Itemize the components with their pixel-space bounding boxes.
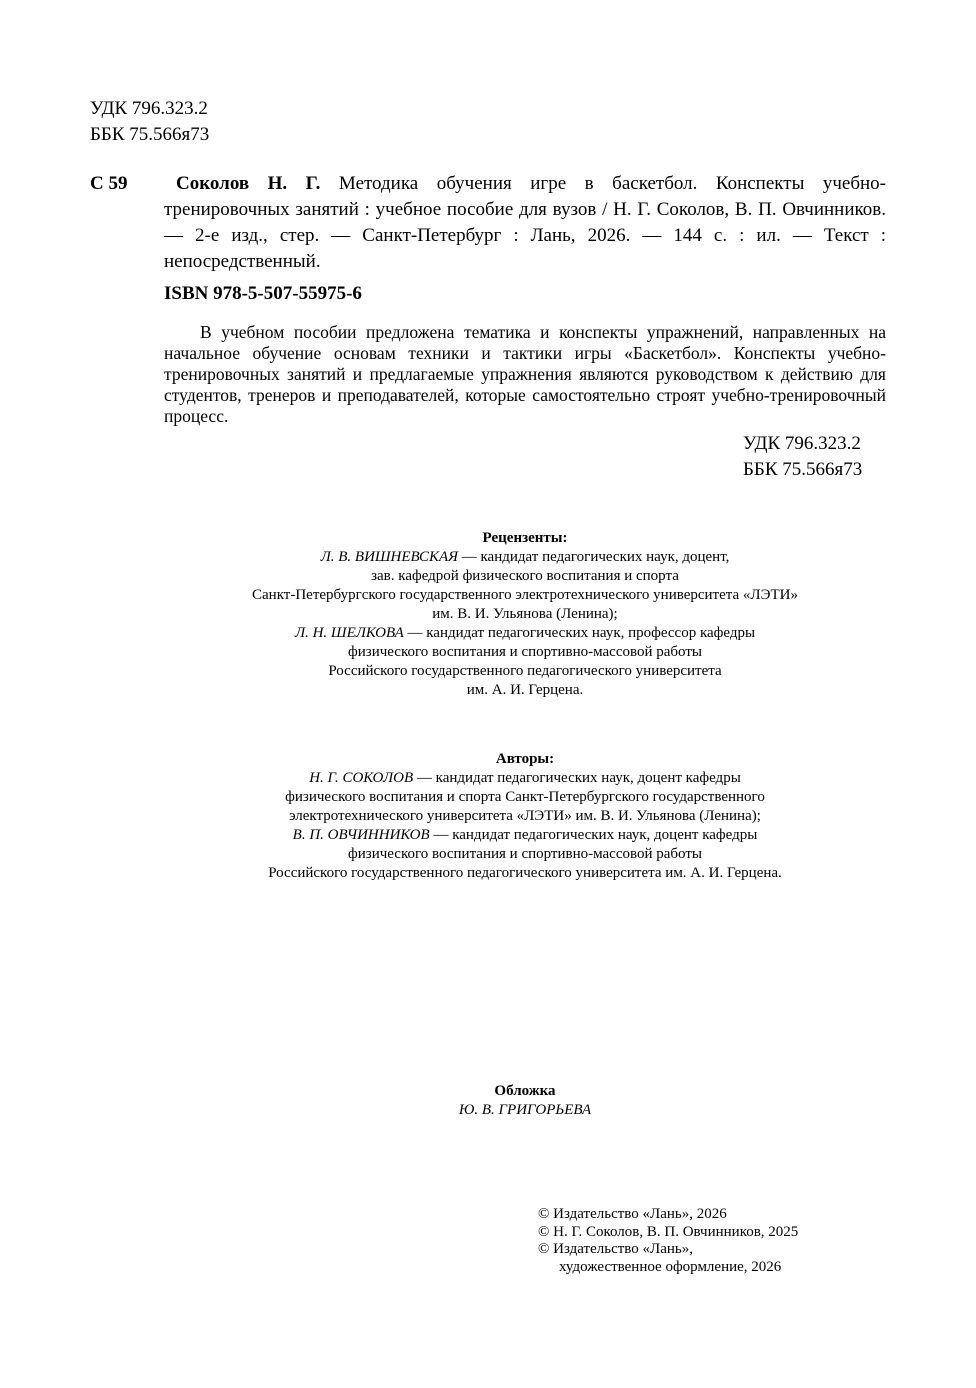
author-1-line2: физического воспитания и спорта Санкт-Петербургского государственного (285, 789, 765, 805)
bbk-code-right: ББК 75.566я73 (743, 459, 863, 480)
cover-block (120, 1082, 930, 1120)
bibliographic-text: Методика обучения игре в баскетбол. Конспекты учебно-тренировочных занятий : учебное пособие для вузов / Н. Г. Соколов, В. П. Овчинников. — 2-е изд., стер. — Санкт-Петербург : Лань, 2026. — 144 с. : ил. — Текст : непосредственный. (164, 173, 887, 272)
copyright-line-3: © Издательство «Лань», (538, 1241, 693, 1257)
reviewers-heading: Рецензенты: (482, 530, 568, 546)
bibliographic-author: Соколов Н. Г. (176, 173, 321, 194)
authors-heading: Авторы: (495, 751, 555, 767)
reviewer-2-line (120, 624, 930, 643)
cover-heading: Обложка (494, 1083, 556, 1099)
author-2-name: В. П. ОВЧИННИКОВ (292, 827, 430, 843)
author-1-line (120, 769, 930, 788)
cover-designer-name: Ю. В. ГРИГОРЬЕВА (458, 1102, 592, 1118)
udk-code: УДК 796.323.2 (90, 98, 208, 119)
reviewer-2-line3: Российского государственного педагогического университета (328, 663, 722, 679)
reviewer-2-line2: физического воспитания и спортивно-массовой работы (348, 644, 702, 660)
annotation: В учебном пособии предложена тематика и конспекты упражнений, направленных на начальное обучение основам техники и тактики игры «Баскетбол». Конспекты учебно-тренировочных занятий и предлагаемые упражнения являются руководством к действию для студентов, тренеров и преподавателей, которые самостоятельно строят учебно-тренировочный процесс. (164, 322, 886, 426)
classification-top (90, 96, 209, 148)
reviewer-1-line2: зав. кафедрой физического воспитания и спорта (371, 568, 679, 584)
author-2-line (120, 826, 930, 845)
author-1-name: Н. Г. СОКОЛОВ (309, 770, 414, 786)
reviewer-1-line3: Санкт-Петербургского государственного электротехнического университета «ЛЭТИ» (252, 587, 798, 603)
reviewer-2-title: — кандидат педагогических наук, профессор кафедры (403, 625, 756, 641)
copyright-notices (538, 1206, 798, 1276)
reviewer-1-name: Л. В. ВИШНЕВСКАЯ (320, 549, 458, 565)
author-1-line3: электротехнического университета «ЛЭТИ» им. В. И. Ульянова (Ленина); (289, 808, 761, 824)
reviewer-2-line4: им. А. И. Герцена. (466, 682, 584, 698)
reviewer-2-name: Л. Н. ШЕЛКОВА (294, 625, 404, 641)
author-2-line3: Российского государственного педагогического университета им. А. И. Герцена. (268, 865, 782, 881)
author-2-line2: физического воспитания и спортивно-массовой работы (348, 846, 702, 862)
author-1-title: — кандидат педагогических наук, доцент кафедры (413, 770, 741, 786)
authors-block (120, 750, 930, 883)
reviewer-1-line4: им. В. И. Ульянова (Ленина); (432, 606, 618, 622)
copyright-line-2: © Н. Г. Соколов, В. П. Овчинников, 2025 (538, 1223, 799, 1240)
copyright-line-4: художественное оформление, 2026 (559, 1258, 782, 1275)
reviewers-block (120, 529, 930, 700)
reviewer-1-title: — кандидат педагогических наук, доцент, (458, 549, 730, 565)
author-2-title: — кандидат педагогических наук, доцент кафедры (429, 827, 758, 843)
bbk-code: ББК 75.566я73 (90, 124, 210, 145)
classification-right (743, 431, 862, 483)
author-sign: С 59 (90, 173, 128, 194)
reviewer-1-line (120, 548, 930, 567)
copyright-line-1: © Издательство «Лань», 2026 (538, 1206, 727, 1222)
isbn: ISBN 978-5-507-55975-6 (164, 283, 362, 304)
bibliographic-description (164, 171, 886, 275)
udk-code-right: УДК 796.323.2 (743, 433, 861, 454)
